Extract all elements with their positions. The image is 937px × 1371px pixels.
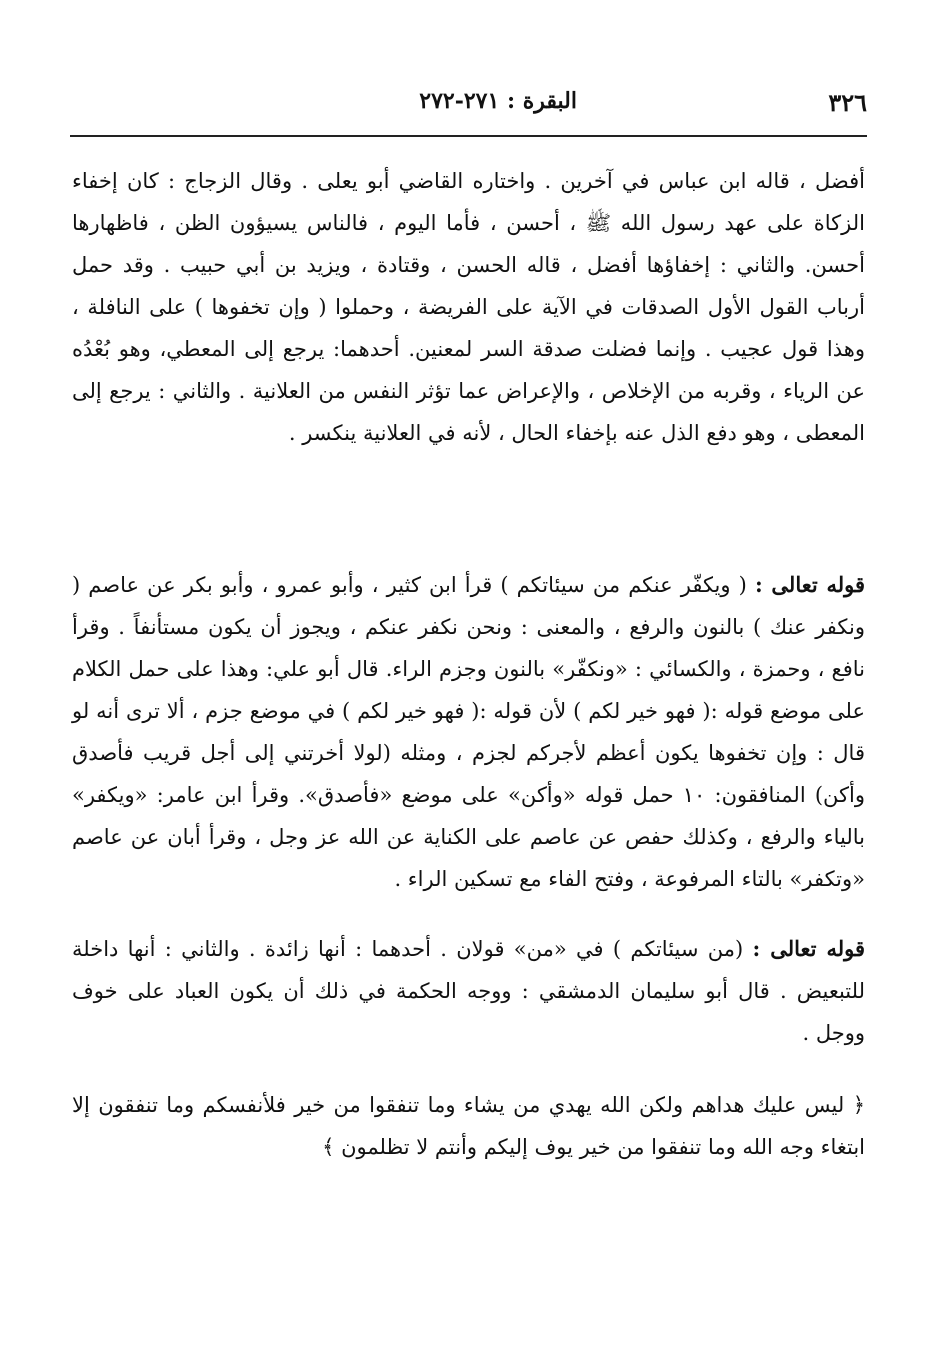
paragraph-1: أفضل ، قاله ابن عباس في آخرين . واختاره القاضي أبو يعلى . وقال الزجاج : كان إخفاء الزكاة على عهد رسول الله ﷺ ، أحسن ، فأما اليوم ، فالناس يسيؤون الظن ، فاظهارها أحسن. والثاني : إخفاؤها أفضل ، قاله الحسن ، وقتادة ، ويزيد بن أبي حبيب . وقد حمل أرباب القول الأول الصدقات في الآية على الفريضة ، وحملوا ( وإن تخفوها ) على النافلة ، وهذا قول عجيب . وإنما فضلت صدقة السر لمعنين. أحدهما: يرجع إلى المعطي، وهو بُعْدُه عن الرياء ، وقربه من الإخلاص ، والإعراض عما تؤثر النفس من العلانية . والثاني : يرجع إلى المعطى ، وهو دفع الذل عنه بإخفاء الحال ، لأنه في العلانية ينكسر .: [72, 169, 865, 445]
paragraph-3-lead: قوله تعالى :: [752, 936, 865, 961]
paragraph-2: [72, 564, 865, 900]
page-header: [70, 88, 867, 128]
paragraph-3-text: (من سيئاتكم ) في «من» قولان . أحدهما : أنها زائدة . والثاني : أنها داخلة للتبعيض . قال أبو سليمان الدمشقي : ووجه الحكمة في ذلك أن يكون العباد على خوف ووجل .: [72, 937, 865, 1045]
paragraph-3: [72, 928, 865, 1054]
paragraph-2-text: ( ويكفّر عنكم من سيئاتكم ) قرأ ابن كثير ، وأبو عمرو ، وأبو بكر عن عاصم ( ونكفر عنك ) بالنون والرفع ، والمعنى : ونحن نكفر عنكم ، ويجوز أن يكون مستأنفاً . وقرأ نافع ، وحمزة ، والكسائي : «ونكفّر» بالنون وجزم الراء. قال أبو علي: وهذا على حمل الكلام على موضع قوله :( فهو خير لكم ) لأن قوله :( فهو خير لكم ) في موضع جزم ، ألا ترى أنه لو قال : وإن تخفوها يكون أعظم لأجركم لجزم ، ومثله (لولا أخرتني إلى أجل قريب فأصدق وأكن) المنافقون: ١٠ حمل قوله «وأكن» على موضع «فأصدق». وقرأ ابن عامر: «ويكفر» بالياء والرفع ، وكذلك حفص عن عاصم على الكناية عن الله عز وجل ، وقرأ أبان عن عاصم «وتكفر» بالتاء المرفوعة ، وفتح الفاء مع تسكين الراء .: [72, 573, 865, 891]
page-body: [72, 160, 865, 1168]
paragraph-2-lead: قوله تعالى :: [754, 572, 865, 597]
surah-reference: البقرة : ٢٧١-٢٧٢: [419, 88, 577, 114]
page-number: ٣٢٦: [828, 88, 867, 117]
quran-verse: ﴿ ليس عليك هداهم ولكن الله يهدي من يشاء وما تنفقوا من خير فلأنفسكم وما تنفقون إلا ابتغاء وجه الله وما تنفقوا من خير يوف إليكم وأنتم لا تظلمون ﴾: [72, 1093, 865, 1159]
header-rule: [70, 135, 867, 137]
